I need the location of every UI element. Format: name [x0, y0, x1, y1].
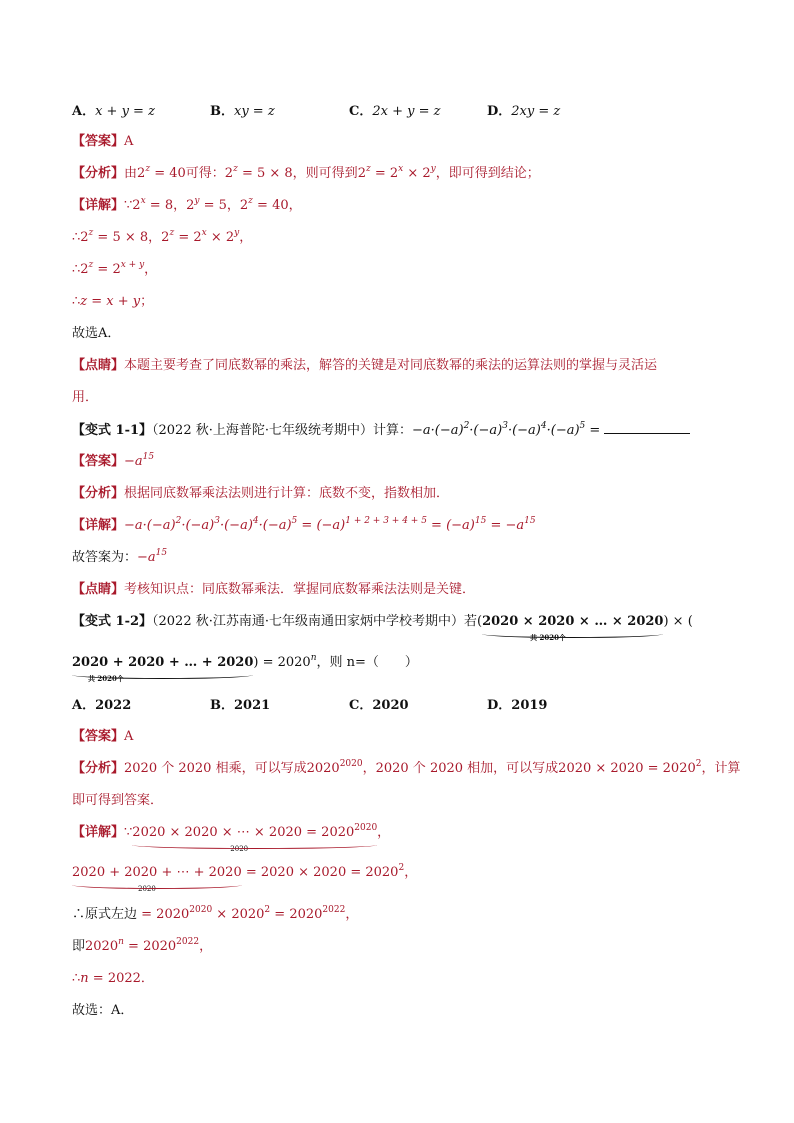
- variant-1-2-detail-1: 【详解】∵2020 × 2020 × ⋯ × $2020 = 2020^{2020}$ 2020 ，: [72, 823, 391, 853]
- option-d-2[interactable]: D．2019: [487, 698, 548, 713]
- option-b-2[interactable]: B．2021: [210, 698, 271, 713]
- answer-line: 【答案】A: [72, 134, 134, 149]
- conclusion-line: 故选A．: [72, 326, 121, 341]
- answer-blank[interactable]: [604, 419, 690, 434]
- variant-1-1-final: 故答案为：$-a^{15}$: [72, 548, 168, 565]
- key-point-line-2: 用．: [72, 390, 99, 405]
- variant-1-2-detail-4: 即$2020^n = 2020^{2022}$，: [72, 937, 213, 954]
- variant-1-2-detail-3: ∴原式左边 = $2020^{2020} \times 2020^2 = 2020^{2022}$，: [72, 905, 359, 922]
- variant-1-1-detail: 【详解】$-a\cdot(-a)^2\cdot(-a)^3\cdot(-a)^4\cdot(-a)^5 = (-a)^{1 + 2 + 3 + 4 + 5} = (-a)^{15} = -a^{15}$: [72, 516, 536, 533]
- key-point-line-1: 【点睛】本题主要考查了同底数幂的乘法，解答的关键是对同底数幂的乘法的运算法则的掌握与灵活运: [72, 358, 658, 373]
- variant-1-2-analysis-1: 【分析】2020 个 2020 相乘，可以写成$2020^{2020}$，2020 个 2020 相加，可以写成$2020 \times 2020 = 2020^2$，计算: [72, 759, 741, 776]
- variant-1-1-question: 【变式 1-1】（2022 秋·上海普陀·七年级统考期中）计算：$-a\cdot(-a)^2\cdot(-a)^3\cdot(-a)^4\cdot(-a)^5$ =: [72, 419, 690, 442]
- detail-line-2: $\therefore 2^z = 5 \times 8$，$2^z = 2^x \times 2^y$，: [72, 228, 253, 245]
- variant-1-1-analysis: 【分析】根据同底数幂乘法法则进行计算：底数不变，指数相加．: [72, 486, 450, 501]
- variant-1-2-detail-2: 2020 + 2020 + ⋯ + 2020 2020 = $2020 \times 2020 = 2020^2$，: [72, 863, 418, 893]
- variant-1-2-detail-5: ∴n = 2022．: [72, 971, 154, 986]
- option-a-2[interactable]: A．2022: [72, 698, 132, 713]
- variant-1-2-question-2: 2020 + 2020 + … + 2020 共 2020个 ) = $2020^n$，则 n=（ ）: [72, 653, 418, 683]
- option-c-2[interactable]: C．2020: [349, 698, 409, 713]
- variant-1-1-key-point: 【点睛】考核知识点：同底数幂乘法．掌握同底数幂乘法法则是关键．: [72, 582, 476, 597]
- option-b[interactable]: B．xy = z: [210, 104, 275, 119]
- option-a[interactable]: A．x + y = z: [72, 104, 155, 119]
- option-d[interactable]: D．2xy = z: [487, 104, 561, 119]
- variant-1-1-answer: 【答案】$-a^{15}$: [72, 452, 155, 469]
- variant-1-2-analysis-2: 即可得到答案．: [72, 793, 164, 808]
- detail-line-1: 【详解】$\because 2^x = 8$，$2^y = 5$，$2^z = 40$，: [72, 196, 302, 213]
- variant-1-2-answer: 【答案】A: [72, 729, 134, 744]
- analysis-line: 【分析】由$2^z = 40$可得：$2^z = 5 \times 8$，则可得到$2^z = 2^x \times 2^y$，即可得到结论；: [72, 164, 540, 181]
- variant-1-2-conclusion: 故选：A．: [72, 1003, 134, 1018]
- variant-1-2-question-1: 【变式 1-2】（2022 秋·江苏南通·七年级南通田家炳中学校考期中）若(2020 × 2020 × … × 2020 共 2020个 ) × (: [72, 611, 693, 633]
- detail-line-3: $\therefore 2^z = 2^{x + y}$，: [72, 260, 158, 277]
- detail-line-4: ∴z = x + y；: [72, 294, 154, 309]
- option-c[interactable]: C．2x + y = z: [349, 104, 441, 119]
